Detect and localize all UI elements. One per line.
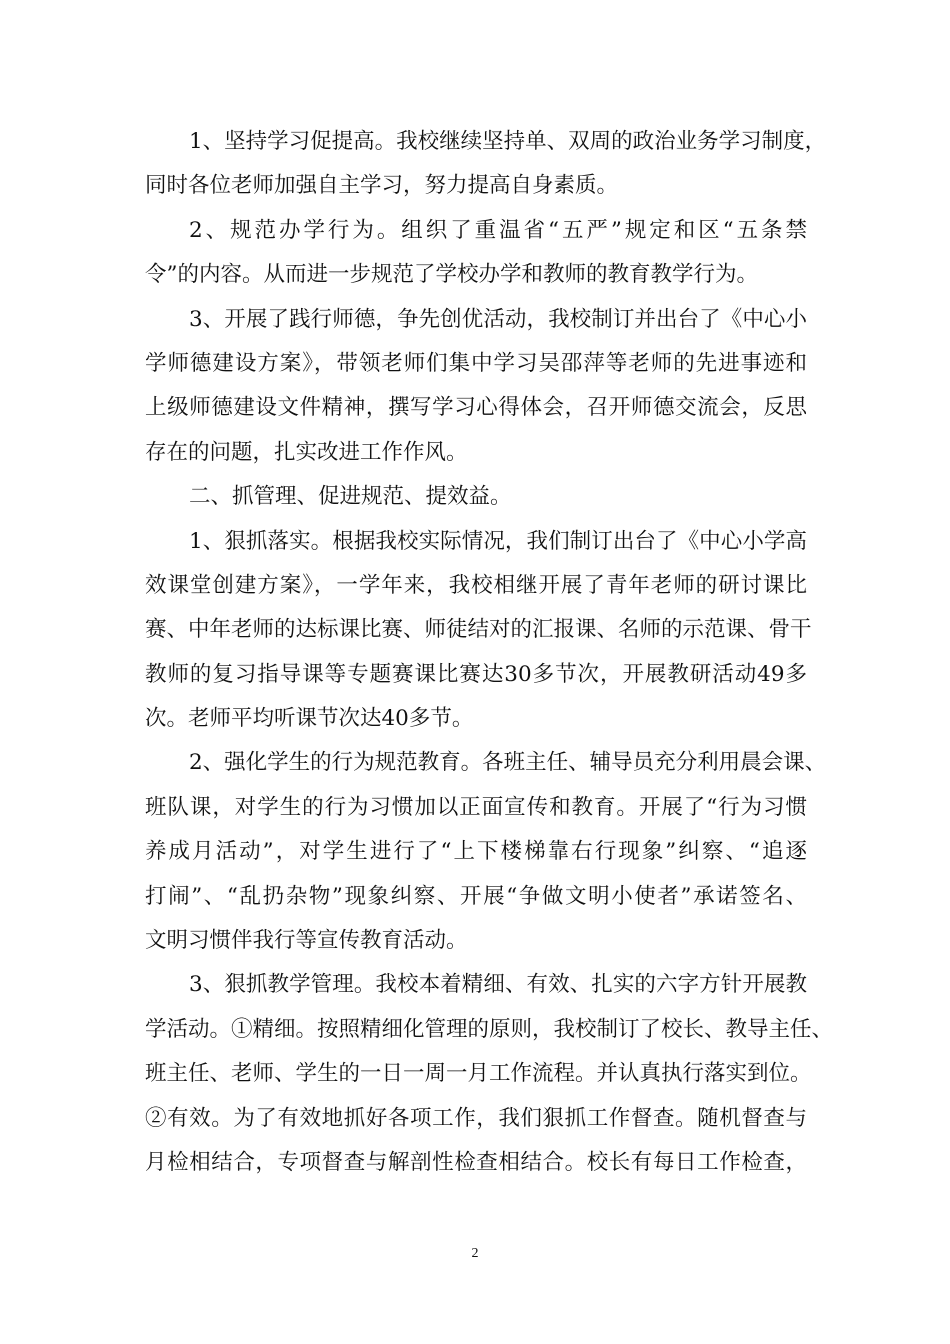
paragraph xyxy=(145,520,812,742)
text-line: 文明习惯伴我行等宣传教育活动。 xyxy=(145,928,468,954)
text-line: 学活动。①精细。按照精细化管理的原则，我校制订了校长、教导主任、 xyxy=(145,1016,834,1042)
text-line: ②有效。为了有效地抓好各项工作，我们狠抓工作督查。随机督查与 xyxy=(145,1105,807,1131)
paragraph xyxy=(145,120,827,209)
text-line: 效课堂创建方案》，一学年来，我校相继开展了青年老师的研讨课比 xyxy=(145,572,807,598)
text-line: 存在的问题，扎实改进工作作风。 xyxy=(145,439,468,465)
page-number: 2 xyxy=(471,1246,479,1261)
paragraph xyxy=(145,298,807,476)
text-line: 赛、中年老师的达标课比赛、师徒结对的汇报课、名师的示范课、骨干 xyxy=(145,617,812,643)
text-line: 月检相结合，专项督查与解剖性检查相结合。校长有每日工作检查， xyxy=(145,1149,807,1175)
text-line: 打闹”、“乱扔杂物”现象纠察、开展“争做文明小使者”承诺签名、 xyxy=(145,883,807,909)
text-line: 养成月活动”，对学生进行了“上下楼梯靠右行现象”纠察、“追逐 xyxy=(145,839,807,865)
text-line: 2、强化学生的行为规范教育。各班主任、辅导员充分利用晨会课、 xyxy=(189,750,827,776)
text-line: 班队课，对学生的行为习惯加以正面宣传和教育。开展了“行为习惯 xyxy=(145,794,807,820)
text-line: 1、狠抓落实。根据我校实际情况，我们制订出台了《中心小学高 xyxy=(189,528,807,554)
text-line: 1、坚持学习促提高。我校继续坚持单、双周的政治业务学习制度， xyxy=(189,129,827,154)
text-line: 同时各位老师加强自主学习，努力提高自身素质。 xyxy=(145,173,619,199)
text-line: 2、规范办学行为。组织了重温省“五严”规定和区“五条禁 xyxy=(189,217,807,243)
text-line: 次。老师平均听课节次达40多节。 xyxy=(145,706,474,732)
paragraph xyxy=(145,209,807,298)
text-line: 令”的内容。从而进一步规范了学校办学和教师的教育教学行为。 xyxy=(145,262,758,288)
body-text xyxy=(145,120,834,1185)
text-line: 教师的复习指导课等专题赛课比赛达30多节次，开展教研活动49多 xyxy=(145,661,807,687)
text-line: 学师德建设方案》，带领老师们集中学习吴邵萍等老师的先进事迹和 xyxy=(145,350,807,376)
text-line: 二、抓管理、促进规范、提效益。 xyxy=(189,484,512,510)
text-line: 班主任、老师、学生的一日一周一月工作流程。并认真执行落实到位。 xyxy=(145,1061,812,1087)
text-line: 3、狠抓教学管理。我校本着精细、有效、扎实的六字方针开展教 xyxy=(189,972,807,998)
paragraph xyxy=(145,475,807,519)
paragraph xyxy=(145,963,834,1185)
text-line: 上级师德建设文件精神，撰写学习心得体会，召开师德交流会，反思 xyxy=(145,395,807,421)
paragraph xyxy=(145,741,827,963)
text-line: 3、开展了践行师德，争先创优活动，我校制订并出台了《中心小 xyxy=(189,306,807,332)
